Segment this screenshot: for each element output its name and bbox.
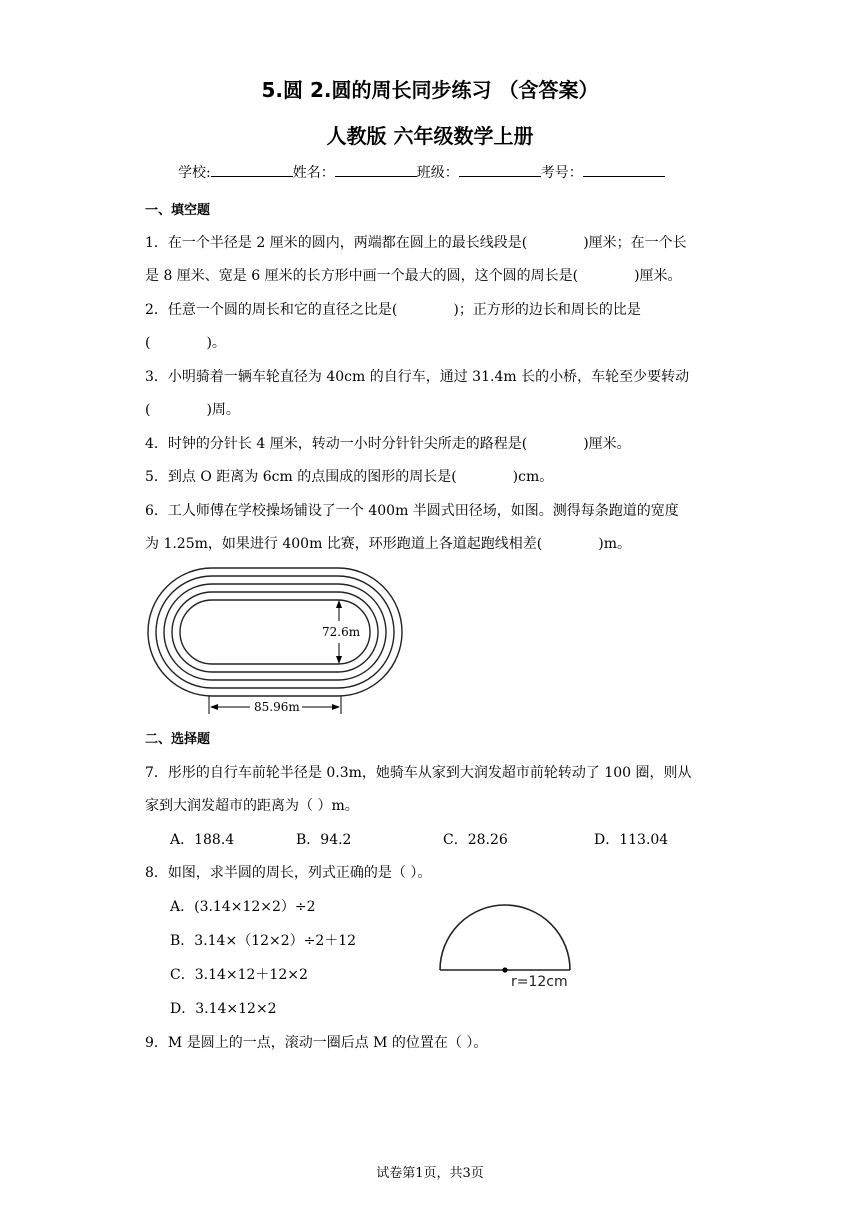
track-lane-outer: [148, 568, 402, 696]
radius-label: r=12cm: [511, 974, 568, 990]
q8-option-a[interactable]: A．(3.14×12×2）÷2: [170, 899, 316, 915]
q2-line1: 2．任意一个圆的周长和它的直径之比是( )；正方形的边长和周长的比是: [145, 302, 641, 318]
class-label: 班级：: [416, 165, 459, 181]
q7-line1: 7．彤彤的自行车前轮半径是 0.3m，她骑车从家到大润发超市前轮转动了 100 圈，则从: [145, 765, 692, 781]
track-length-label: 85.96m: [254, 700, 300, 714]
q3-line1: 3．小明骑着一辆车轮直径为 40cm 的自行车，通过 31.4m 长的小桥，车轮至少要转动: [145, 369, 690, 385]
page-title: 5.圆 2.圆的周长同步练习 （含答案）: [261, 78, 599, 102]
student-info-row: [178, 162, 665, 182]
q8-option-d[interactable]: D．3.14×12×2: [170, 1001, 277, 1017]
q6-line2: 为 1.25m，如果进行 400m 比赛，环形跑道上各道起跑线相差( )m。: [145, 536, 632, 552]
center-point: [502, 967, 507, 972]
q5-line: 5．到点 O 距离为 6cm 的点围成的图形的周长是( )cm。: [145, 469, 554, 485]
track-width-label: 72.6m: [322, 625, 361, 639]
q8-stem: 8．如图，求半圆的周长，列式正确的是（ ）。: [145, 865, 432, 881]
q7-option-b[interactable]: B．94.2: [296, 832, 352, 848]
q7-option-a[interactable]: A．188.4: [170, 832, 235, 848]
q8-option-c[interactable]: C．3.14×12＋12×2: [170, 967, 308, 983]
semicircle-figure: [432, 896, 582, 992]
q9-stem: 9．M 是圆上的一点，滚动一圈后点 M 的位置在（ ）。: [145, 1035, 488, 1051]
exam-no-label: 考号：: [540, 165, 583, 181]
q4-line: 4．时钟的分针长 4 厘米，转动一小时分针针尖所走的路程是( )厘米。: [145, 436, 631, 452]
semicircle-arc: [440, 905, 570, 970]
q1-line2: 是 8 厘米、宽是 6 厘米的长方形中画一个最大的圆，这个圆的周长是( )厘米。: [145, 268, 682, 284]
exam-no-blank: [583, 162, 665, 177]
q7-option-d[interactable]: D．113.04: [594, 832, 669, 848]
class-blank: [459, 162, 541, 177]
q7-line2: 家到大润发超市的距离为（ ）m。: [145, 798, 359, 814]
q2-line2: ( )。: [145, 335, 226, 351]
q3-line2: ( )周。: [145, 402, 240, 418]
name-blank: [335, 162, 417, 177]
page-subtitle: 人教版 六年级数学上册: [326, 124, 534, 148]
q1-line1: 1．在一个半径是 2 厘米的圆内，两端都在圆上的最长线段是( )厘米；在一个长: [145, 235, 687, 251]
section-fill-in-heading: 一、填空题: [145, 203, 211, 218]
page-footer: 试卷第1页，共3页: [376, 1166, 484, 1181]
school-blank: [211, 162, 293, 177]
school-label: 学校:: [178, 165, 211, 181]
q7-option-c[interactable]: C．28.26: [443, 832, 508, 848]
track-figure: [140, 562, 410, 717]
q8-option-b[interactable]: B．3.14×（12×2）÷2＋12: [170, 933, 357, 949]
name-label: 姓名：: [292, 165, 335, 181]
q6-line1: 6．工人师傅在学校操场铺设了一个 400m 半圆式田径场，如图。测得每条跑道的宽度: [145, 503, 679, 519]
section-choice-heading: 二、选择题: [145, 732, 211, 747]
